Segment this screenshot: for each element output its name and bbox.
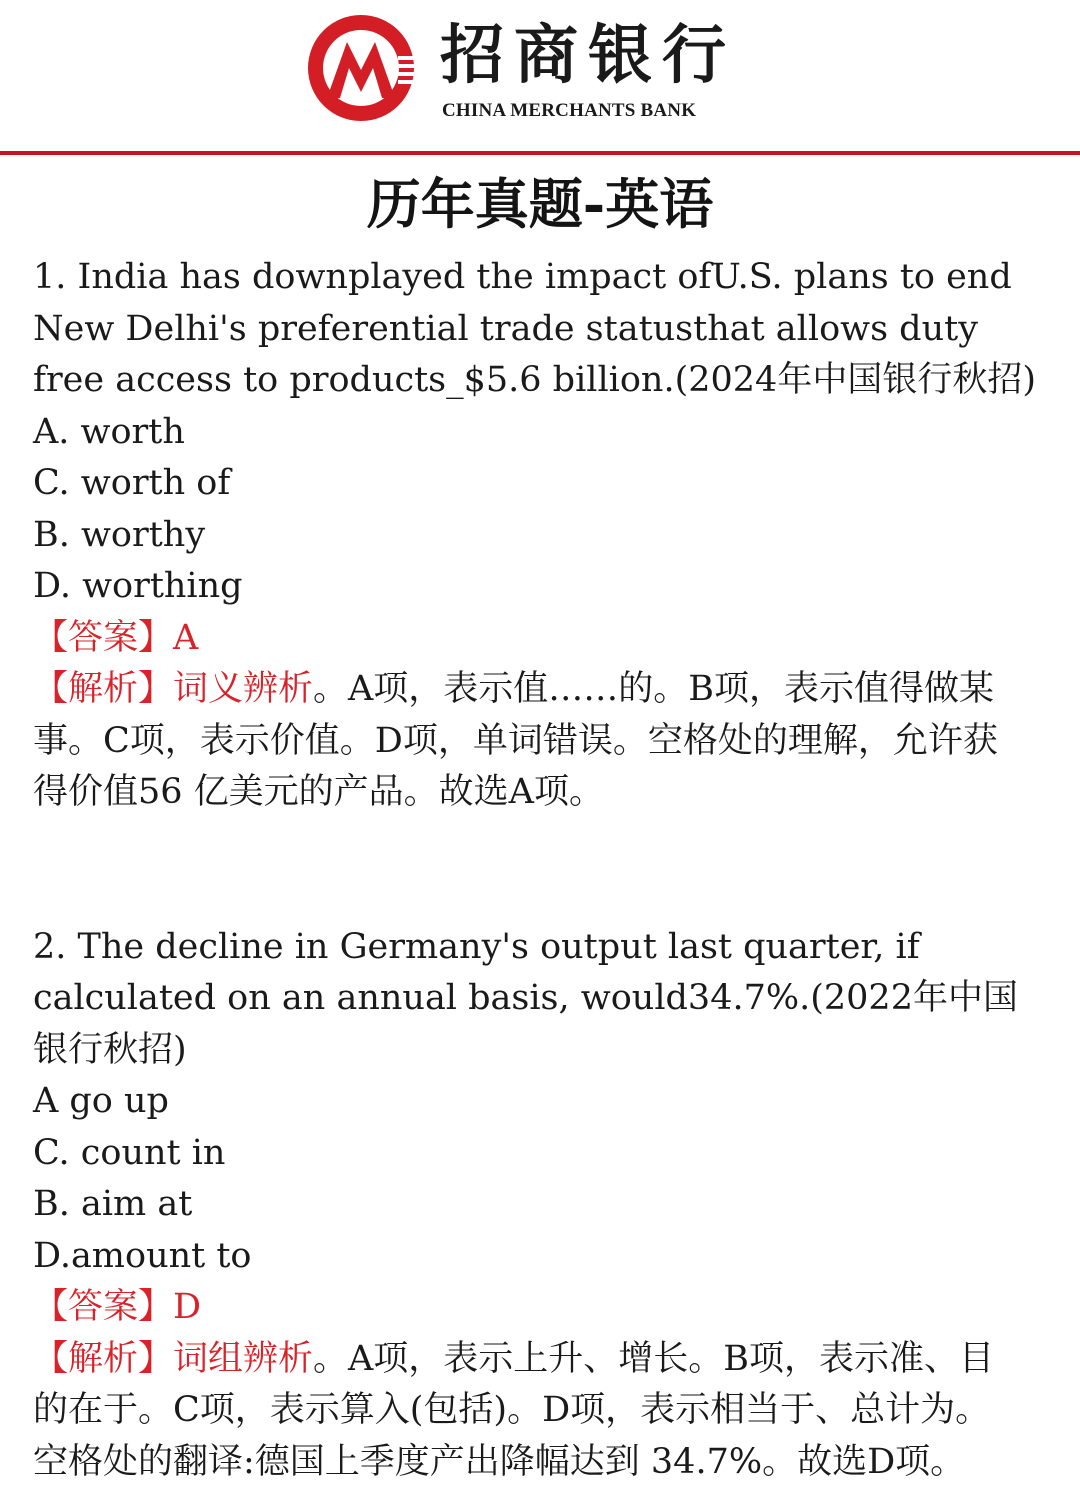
- question-stem-line: free access to products_$5.6 billion.(2024年中国银行秋招): [33, 355, 1058, 407]
- answer-label: 【答案】: [33, 1287, 173, 1327]
- option-d: D.amount to: [33, 1231, 1058, 1283]
- question-stem-line: New Delhi's preferential trade statusthat allows duty: [33, 304, 1058, 356]
- analysis-text: 。A项，表示值……的。B项，表示值得做某: [313, 669, 994, 709]
- header: [0, 0, 1080, 152]
- analysis-label: 【解析】: [33, 1339, 173, 1379]
- question-stem-line: 1. India has downplayed the impact ofU.S. plans to end: [33, 252, 1058, 304]
- question-spacer: [33, 819, 1058, 922]
- option-d: D. worthing: [33, 561, 1058, 613]
- analysis-label: 【解析】: [33, 669, 173, 709]
- page-title: 历年真题-英语: [0, 168, 1080, 240]
- analysis-topic: 词组辨析: [173, 1339, 313, 1379]
- analysis-text: 。A项，表示上升、增长。B项，表示准、目: [313, 1339, 994, 1379]
- analysis-line: [33, 1334, 1058, 1386]
- option-c: C. worth of: [33, 458, 1058, 510]
- question-stem-line: 2. The decline in Germany's output last quarter, if: [33, 922, 1058, 974]
- analysis-text-line: 的在于。C项，表示算入(包括)。D项，表示相当于、总计为。: [33, 1385, 1058, 1437]
- analysis-line: [33, 664, 1058, 716]
- analysis-topic: 词义辨析: [173, 669, 313, 709]
- option-c: C. count in: [33, 1128, 1058, 1180]
- option-b: B. aim at: [33, 1179, 1058, 1231]
- brand-name-cn: 招商银行: [440, 18, 750, 94]
- question-stem-line: 银行秋招): [33, 1025, 1058, 1077]
- answer-value: D: [173, 1287, 201, 1327]
- header-divider: [0, 151, 1080, 155]
- question-stem-line: calculated on an annual basis, would34.7%.(2022年中国: [33, 973, 1058, 1025]
- brand-name-en: CHINA MERCHANTS BANK: [442, 100, 696, 122]
- option-b: B. worthy: [33, 510, 1058, 562]
- document-body: [33, 252, 1058, 1488]
- analysis-text-line: 空格处的翻译:德国上季度产出降幅达到 34.7%。故选D项。: [33, 1437, 1058, 1488]
- analysis-text-line: 得价值56 亿美元的产品。故选A项。: [33, 767, 1058, 819]
- cmb-logo-icon: [305, 12, 417, 124]
- question-2: [33, 922, 1058, 1488]
- answer-value: A: [173, 618, 198, 658]
- analysis-text-line: 事。C项，表示价值。D项，单词错误。空格处的理解，允许获: [33, 716, 1058, 768]
- answer-label: 【答案】: [33, 618, 173, 658]
- answer-line: [33, 1282, 1058, 1334]
- answer-line: [33, 613, 1058, 665]
- option-a: A go up: [33, 1076, 1058, 1128]
- question-1: [33, 252, 1058, 819]
- option-a: A. worth: [33, 407, 1058, 459]
